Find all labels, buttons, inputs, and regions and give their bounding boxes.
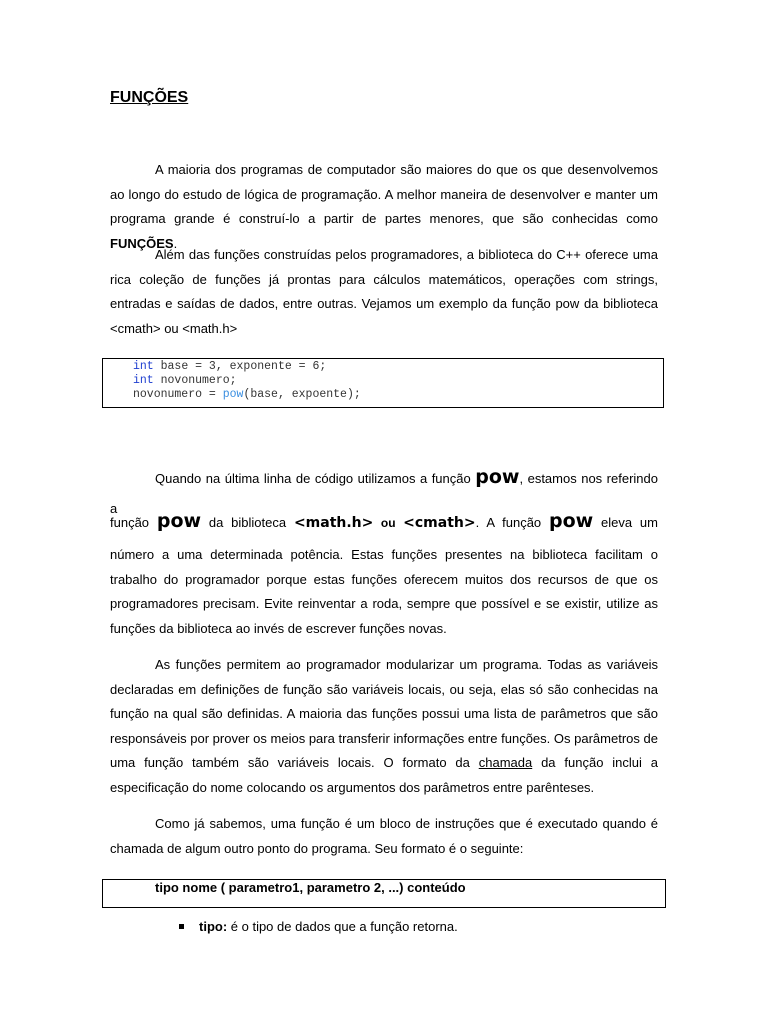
- code-text: novonumero =: [133, 388, 223, 401]
- paragraph-text: Além das funções construídas pelos programadores, a biblioteca do C++ oferece uma rica coleção de funções já prontas para cálculos matemáticos, operações com strings, entradas e saídas de dados, entre outras. Vejamos um exemplo da função pow da biblioteca <cmath> ou <math.h>: [110, 247, 658, 336]
- paragraph-text: função: [110, 515, 157, 530]
- code-text: novonumero;: [153, 374, 237, 387]
- code-keyword: int: [133, 360, 154, 373]
- paragraph-modular: [110, 653, 658, 800]
- code-line-2: [133, 374, 663, 388]
- header-name-math: <math.h>: [293, 515, 374, 531]
- square-bullet-icon: [179, 924, 184, 929]
- pow-term: pow: [156, 510, 202, 532]
- code-text: (base, expoente);: [243, 388, 361, 401]
- paragraph-pow-line2: [110, 506, 658, 538]
- paragraph-text: da biblioteca: [201, 515, 294, 530]
- bold-term: FUNÇÕES: [110, 235, 174, 251]
- paragraph-intro: [110, 158, 658, 256]
- pow-term: pow: [548, 510, 594, 532]
- prototype-text: tipo nome ( parametro1, parametro 2, ...) conteúdo: [155, 880, 466, 895]
- paragraph-library: [110, 243, 658, 341]
- paragraph-text: , estamos nos referindo a: [110, 471, 658, 516]
- paragraph-text: número a uma determinada potência. Estas funções presentes na biblioteca facilitam o trabalho do programador porque estas funções oferecem muitos dos recursos de que os programadores precisam. Evite reinventar a roda, sempre que possível e se existir, utilize as funções da biblioteca ao invés de escrever funções novas.: [110, 547, 658, 636]
- code-function: pow: [222, 388, 244, 401]
- bullet-term: tipo:: [199, 919, 228, 934]
- paragraph-format: [110, 812, 658, 861]
- list-item: [179, 918, 458, 936]
- code-block: [102, 358, 664, 408]
- paragraph-end: .: [173, 235, 178, 251]
- code-line-3: [133, 388, 663, 402]
- paragraph-pow-rest: [110, 543, 658, 641]
- paragraph-text: . A função: [475, 515, 549, 530]
- paragraph-text: As funções permitem ao programador modularizar um programa. Todas as variáveis declaradas em definições de função são variáveis locais, ou seja, elas só são conhecidas na função na qual são definidas. A maioria das funções possui uma lista de parâmetros que são responsáveis por prover os meios para transferir informações entre funções. Os parâmetros de uma função também são variáveis locais. O formato da: [110, 657, 658, 770]
- bullet-desc: é o tipo de dados que a função retorna.: [227, 919, 458, 934]
- pow-term: pow: [475, 466, 520, 488]
- paragraph-text: Quando na última linha de código utilizamos a função: [155, 471, 476, 486]
- code-keyword: int: [133, 374, 154, 387]
- code-text: base = 3, exponente = 6;: [153, 360, 327, 373]
- paragraph-text: Como já sabemos, uma função é um bloco de instruções que é executado quando é chamada de algum outro ponto do programa. Seu formato é o seguinte:: [110, 816, 658, 856]
- or-word: ou: [373, 516, 404, 530]
- page-title: FUNÇÕES: [110, 89, 189, 106]
- paragraph-text: da função inclui a especificação do nome colocando os argumentos dos parâmetros entre parênteses.: [110, 755, 658, 795]
- underlined-term: chamada: [478, 755, 533, 770]
- header-name-cmath: <cmath>: [403, 515, 476, 531]
- paragraph-text: eleva um: [593, 515, 658, 530]
- paragraph-text: A maioria dos programas de computador são maiores do que os que desenvolvemos ao longo do estudo de lógica de programação. A melhor maneira de desenvolver e manter um programa grande é construí-lo a partir de partes menores, que são conhecidas como: [110, 162, 658, 226]
- prototype-box: [102, 879, 666, 908]
- code-line-1: [133, 360, 663, 374]
